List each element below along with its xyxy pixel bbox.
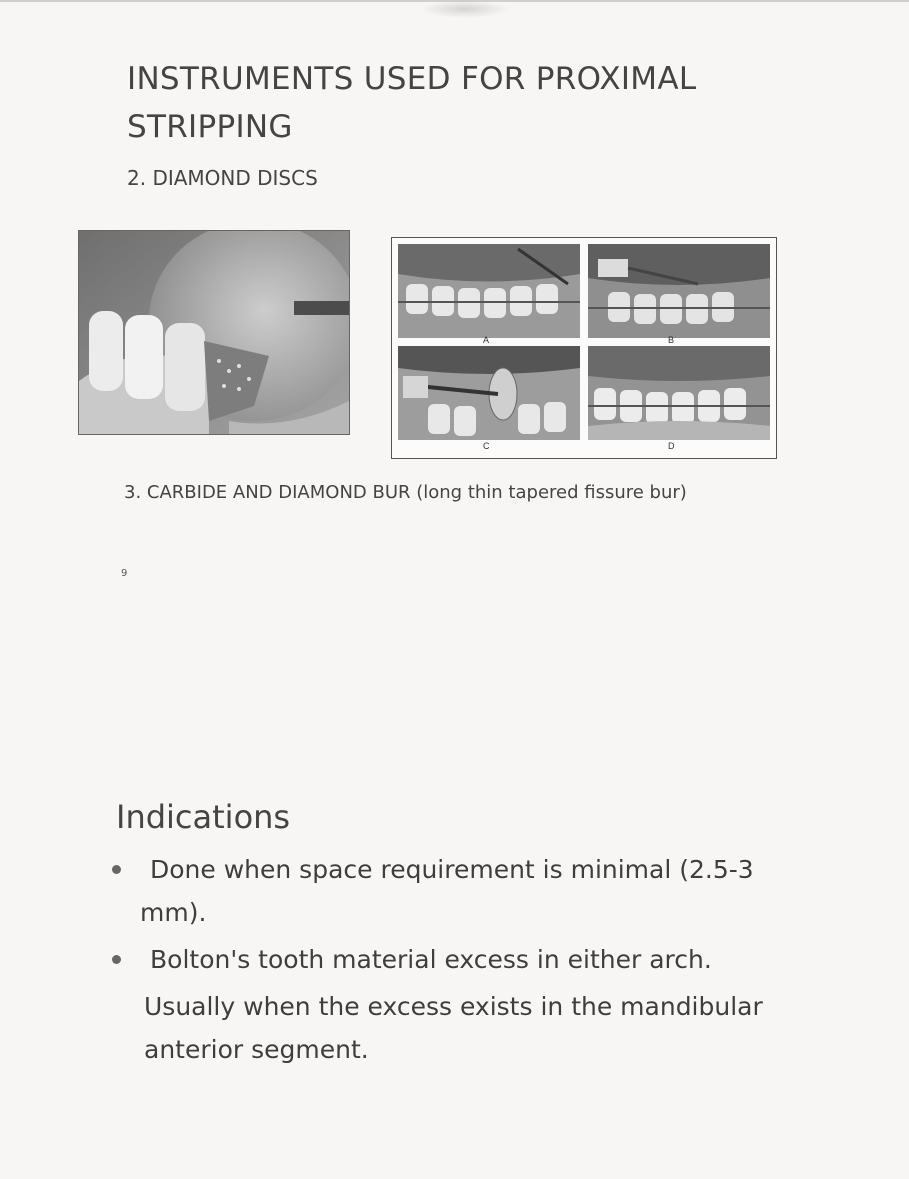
subtitle-diamond-discs: 2. DIAMOND DISCS [127, 166, 318, 190]
indication-continuation: Usually when the excess exists in the mandibular anterior segment. [144, 992, 763, 1064]
bullet-icon [112, 865, 121, 874]
carbide-diamond-bur-text: 3. CARBIDE AND DIAMOND BUR (long thin tapered fissure bur) [124, 482, 687, 503]
slide-title: INSTRUMENTS USED FOR PROXIMAL STRIPPING [127, 61, 697, 145]
indication-text: Done when space requirement is minimal (2.5-3 mm). [140, 855, 754, 927]
indication-text: Bolton's tooth material excess in either arch. [150, 945, 712, 974]
figure-label-d: D [668, 441, 675, 451]
stripping-figure-grid [391, 237, 777, 459]
figure-panel-d [588, 346, 770, 440]
figure-label-a: A [483, 335, 490, 345]
diamond-disc-photo [78, 230, 350, 435]
figure-panel-c [398, 346, 580, 440]
indications-heading: Indications [116, 798, 291, 836]
figure-panel-a [398, 244, 580, 338]
bullet-icon [112, 955, 121, 964]
figure-label-b: B [668, 335, 675, 345]
list-item [110, 848, 810, 934]
figure-panel-b [588, 244, 770, 338]
indications-list [110, 848, 810, 985]
list-item [110, 938, 810, 981]
page-number: 9 [121, 568, 128, 579]
figure-label-c: C [483, 441, 490, 451]
scan-smudge [420, 0, 510, 18]
